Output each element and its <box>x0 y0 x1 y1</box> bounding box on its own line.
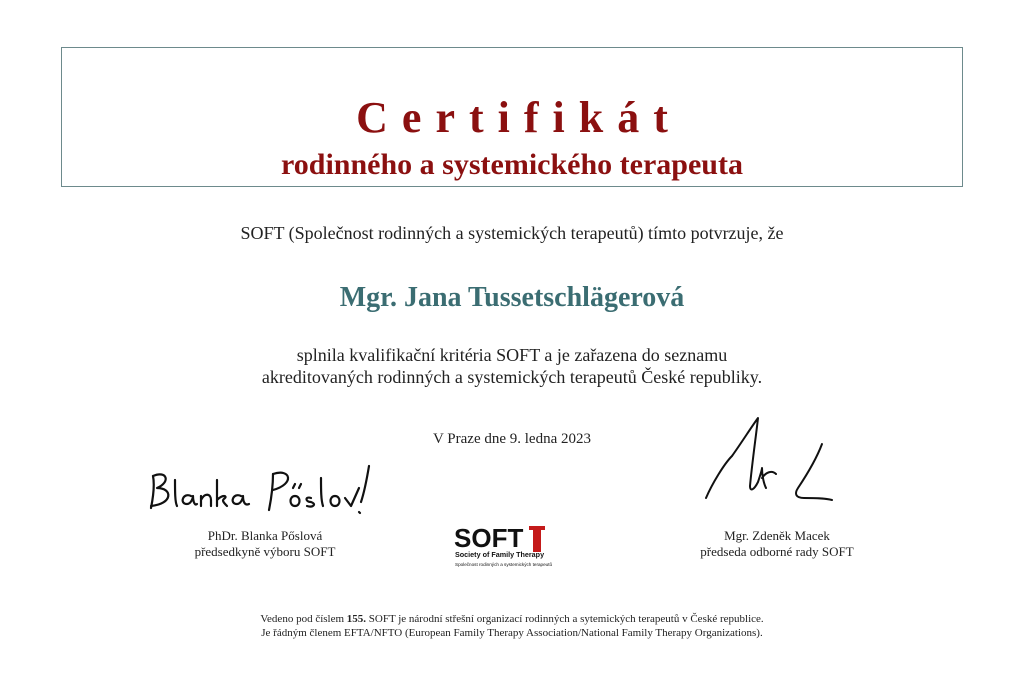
signatory-left-name: PhDr. Blanka Pőslová <box>207 528 323 543</box>
signature-left-icon <box>145 458 380 520</box>
signatory-right <box>647 528 907 560</box>
footer-prefix: Vedeno pod číslem <box>260 613 347 625</box>
footer-line-2: Je řádným členem EFTA/NFTO (European Family Therapy Association/National Family Therapy Organizations). <box>261 627 763 639</box>
signature-right-icon <box>702 412 838 514</box>
signatory-left-role: předsedkyně výboru SOFT <box>194 544 336 559</box>
statement <box>0 344 1024 388</box>
certificate-subtitle: rodinného a systemického terapeuta <box>281 148 743 181</box>
logo-subline: Společnost rodinných a systemických terapeutů <box>455 562 553 567</box>
signatory-left <box>150 528 380 560</box>
certificate-title: Certifikát <box>356 93 682 142</box>
title-box <box>61 47 963 187</box>
signatory-right-name: Mgr. Zdeněk Macek <box>724 528 830 543</box>
holder-name: Mgr. Jana Tussetschlägerová <box>339 282 685 313</box>
signatory-right-role: předseda odborné rady SOFT <box>700 544 854 559</box>
intro-text: SOFT (Společnost rodinných a systemických terapeutů) tímto potvrzuje, že <box>240 223 784 243</box>
place-date: V Praze dne 9. ledna 2023 <box>432 431 591 447</box>
footer <box>0 612 1024 640</box>
logo-word: SOFT <box>454 523 524 553</box>
registry-number: 155. <box>346 613 367 625</box>
footer-line-1 <box>0 612 1024 626</box>
footer-suffix: SOFT je národní střešní organizací rodinných a sytemických terapeutů v České republice. <box>366 613 764 625</box>
soft-logo-icon <box>452 520 580 570</box>
statement-line-2: akreditovaných rodinných a systemických terapeutů České republiky. <box>261 367 763 387</box>
logo-tagline: Society of Family Therapy <box>455 550 545 559</box>
statement-line-1: splnila kvalifikační kritéria SOFT a je zařazena do seznamu <box>296 345 728 365</box>
